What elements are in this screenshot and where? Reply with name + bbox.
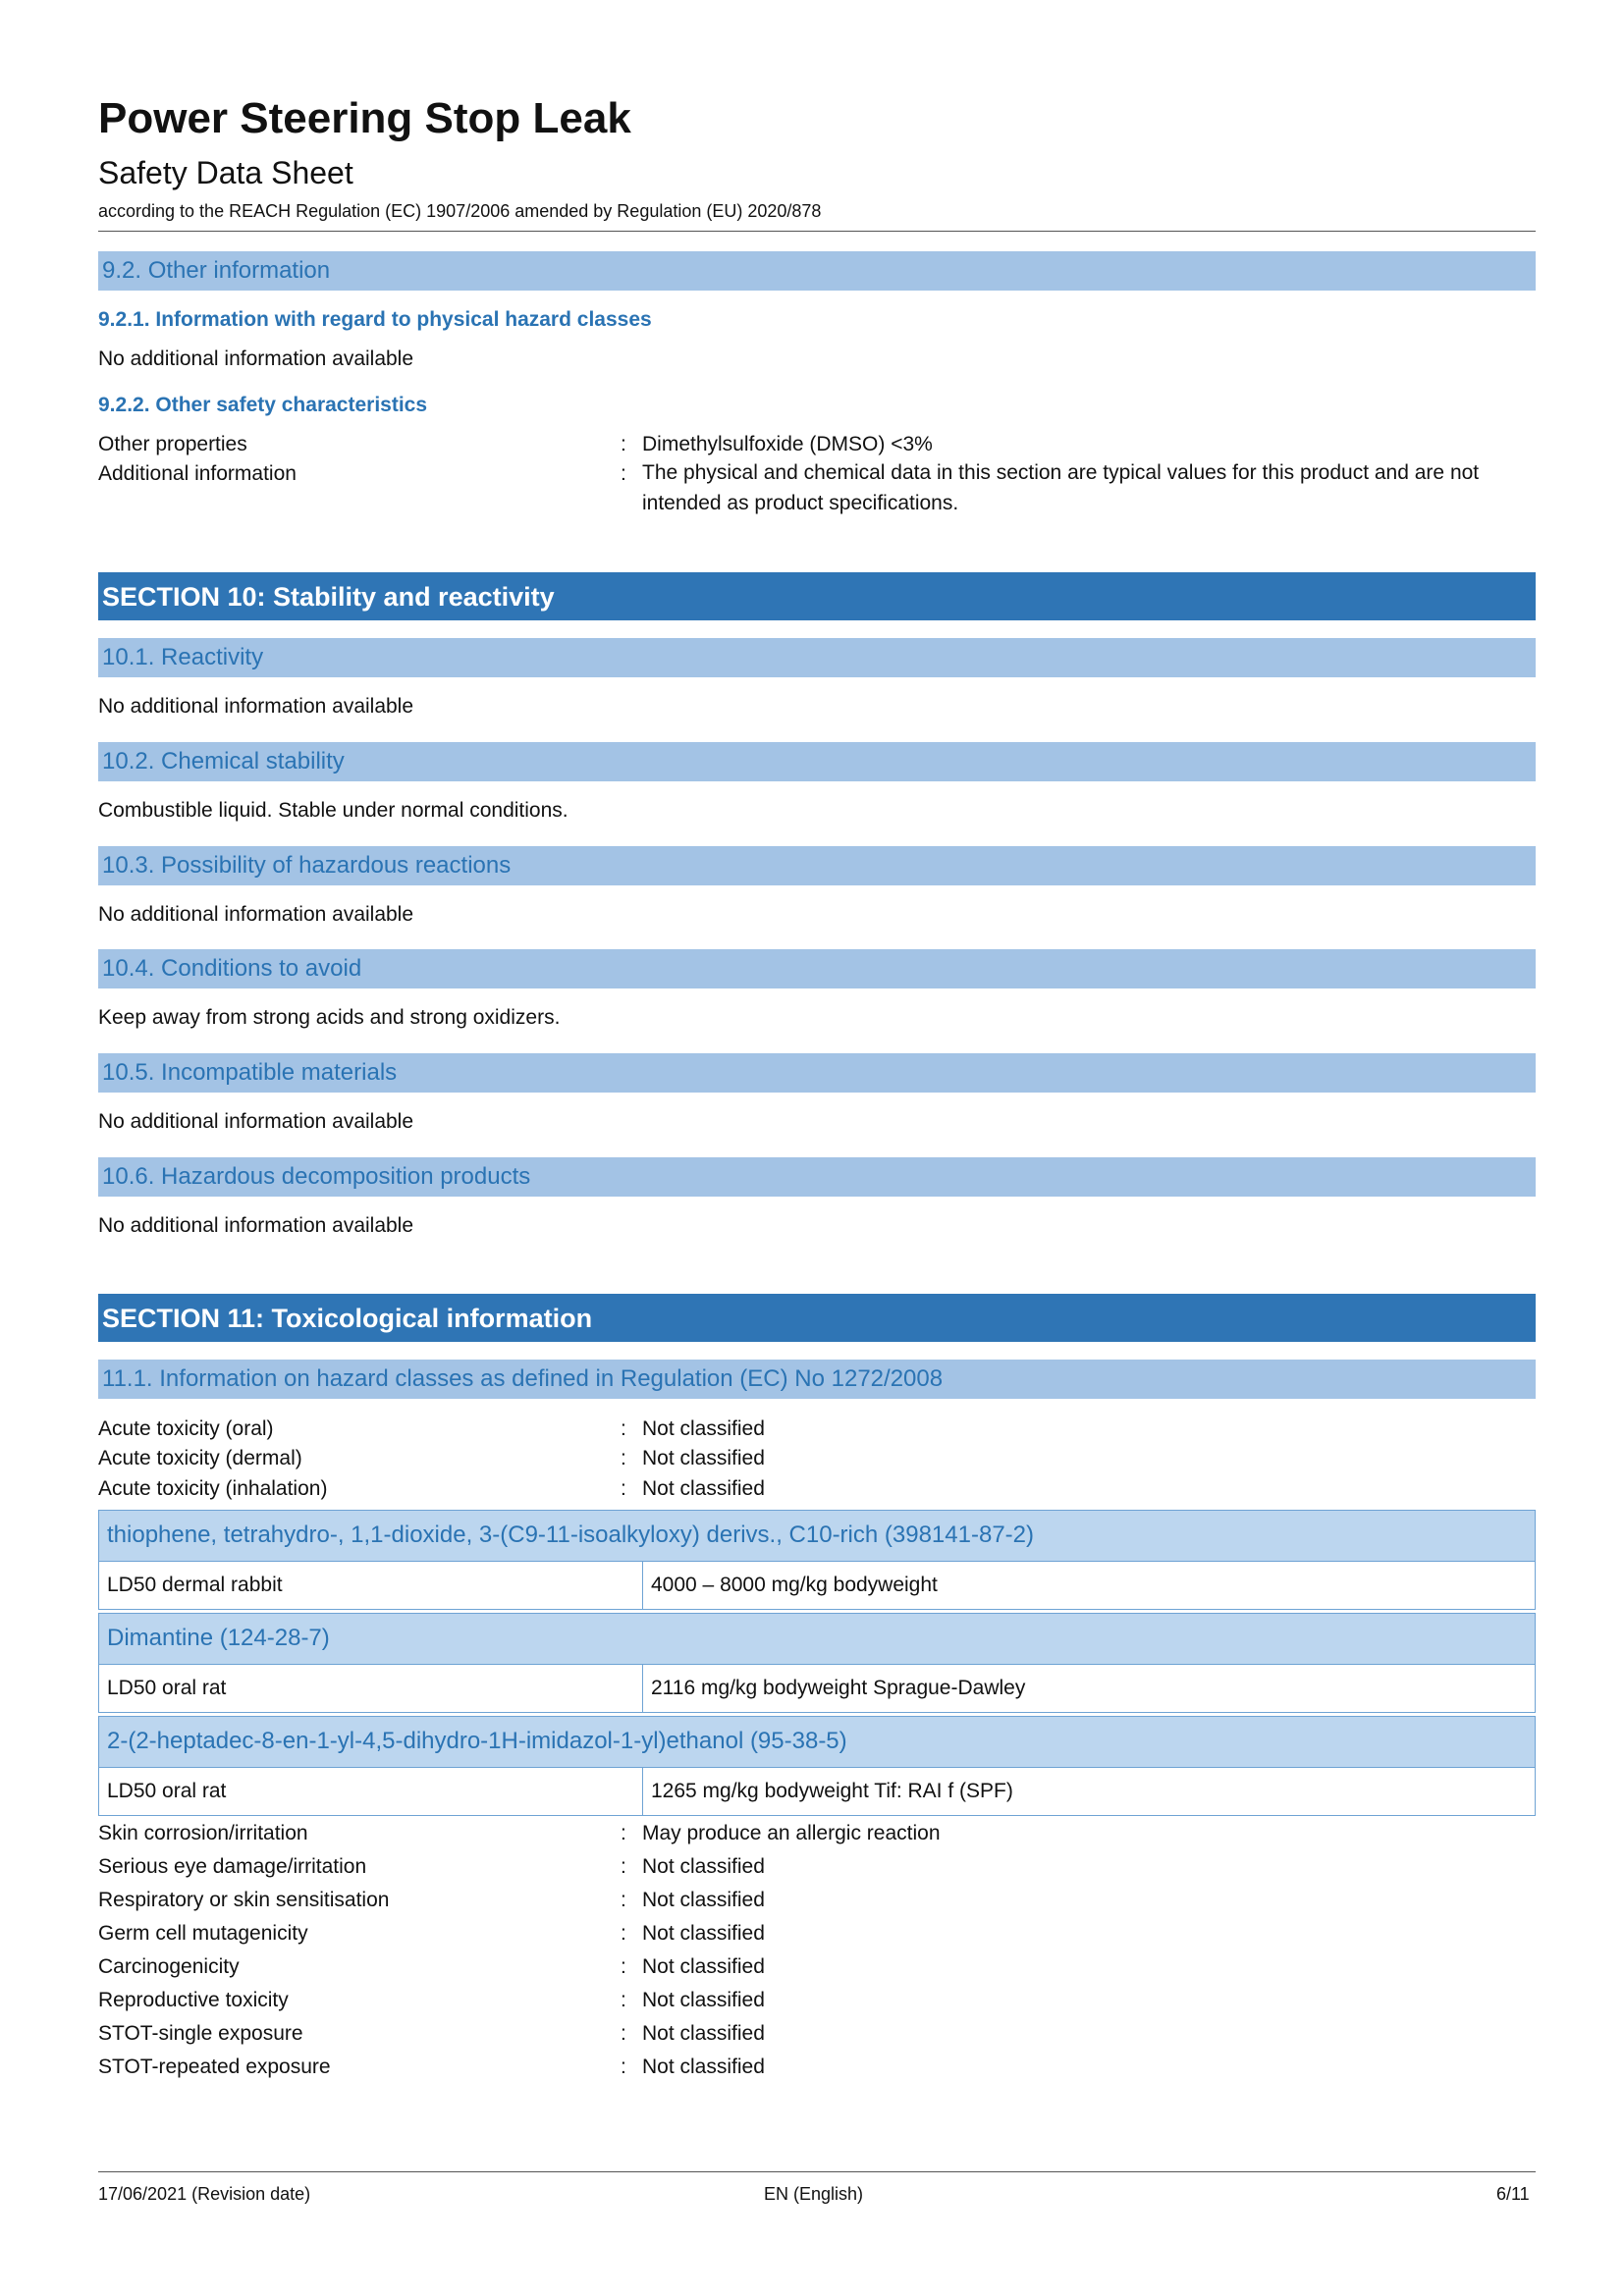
toxicity-label: Acute toxicity (inhalation) [98,1477,328,1500]
footer-divider [98,2171,1536,2172]
toxicity-label: Respiratory or skin sensitisation [98,1889,390,1911]
subsection-bar [98,742,1536,781]
section-11-heading: SECTION 11: Toxicological information [102,1304,593,1333]
substance-data-row [98,1561,1536,1610]
section-9-2-bar [98,251,1536,291]
language-label: EN (English) [764,2184,864,2204]
toxicity-value: Not classified [642,1989,765,2011]
property-label: Additional information [98,462,297,485]
header-divider [98,231,1536,232]
toxicity-value: Not classified [642,1417,765,1440]
revision-date: 17/06/2021 (Revision date) [98,2184,311,2204]
subsection-heading: 10.3. Possibility of hazardous reactions [102,852,512,879]
toxicity-value: Not classified [642,1447,765,1469]
substance-name: thiophene, tetrahydro-, 1,1-dioxide, 3-(C9-11-isoalkyloxy) derivs., C10-rich (398141-87-2) [107,1522,1034,1548]
subsection-heading: 10.5. Incompatible materials [102,1059,398,1086]
colon-separator: : [621,1855,626,1878]
toxicity-label: Acute toxicity (dermal) [98,1447,302,1469]
toxicity-value: Not classified [642,1922,765,1945]
subsection-11-1-bar [98,1360,1536,1399]
substance-header [98,1510,1536,1562]
toxicity-label: STOT-single exposure [98,2022,303,2045]
colon-separator: : [621,1447,626,1469]
colon-separator: : [621,433,626,455]
section-9-2-heading: 9.2. Other information [102,257,331,284]
colon-separator: : [621,1477,626,1500]
section-10-bar [98,572,1536,620]
toxicity-label: Serious eye damage/irritation [98,1855,367,1878]
subsection-heading: 10.1. Reactivity [102,644,264,670]
toxicity-value: May produce an allergic reaction [642,1822,941,1844]
subsection-text: No additional information available [98,695,414,718]
subsection-text: Keep away from strong acids and strong oxidizers. [98,1006,561,1029]
toxicity-value: Not classified [642,1855,765,1878]
property-label: Other properties [98,433,247,455]
regulation-note: according to the REACH Regulation (EC) 1907/2006 amended by Regulation (EU) 2020/878 [98,201,822,221]
substance-row-value: 2116 mg/kg bodyweight Sprague-Dawley [651,1677,1026,1699]
substance-data-row [98,1767,1536,1816]
subsection-text: No additional information available [98,903,414,926]
colon-separator: : [621,1417,626,1440]
property-value: Dimethylsulfoxide (DMSO) <3% [642,433,933,455]
toxicity-label: Reproductive toxicity [98,1989,289,2011]
toxicity-value: Not classified [642,1889,765,1911]
toxicity-value: Not classified [642,2022,765,2045]
section-11-bar [98,1294,1536,1342]
toxicity-value: Not classified [642,2056,765,2078]
colon-separator: : [621,1955,626,1978]
substance-row-label: LD50 dermal rabbit [107,1574,283,1596]
colon-separator: : [621,1889,626,1911]
toxicity-label: Skin corrosion/irritation [98,1822,308,1844]
document-subtitle: Safety Data Sheet [98,155,353,190]
substance-row-label: LD50 oral rat [107,1677,227,1699]
colon-separator: : [621,462,626,485]
substance-name: 2-(2-heptadec-8-en-1-yl-4,5-dihydro-1H-imidazol-1-yl)ethanol (95-38-5) [107,1728,847,1754]
colon-separator: : [621,2022,626,2045]
substance-row-value: 1265 mg/kg bodyweight Tif: RAI f (SPF) [651,1780,1013,1802]
subsection-9-2-1-text: No additional information available [98,347,414,370]
colon-separator: : [621,2056,626,2078]
substance-name: Dimantine (124-28-7) [107,1625,330,1651]
subsection-heading: 10.6. Hazardous decomposition products [102,1163,531,1190]
section-10-heading: SECTION 10: Stability and reactivity [102,582,555,612]
colon-separator: : [621,1822,626,1844]
cell-divider [642,1562,643,1609]
subsection-bar [98,1157,1536,1197]
toxicity-value: Not classified [642,1955,765,1978]
subsection-9-2-1-heading: 9.2.1. Information with regard to physical hazard classes [98,308,652,331]
cell-divider [642,1665,643,1712]
colon-separator: : [621,1989,626,2011]
subsection-bar [98,846,1536,885]
cell-divider [642,1768,643,1815]
page-number: 6/11 [1496,2184,1530,2204]
substance-row-value: 4000 – 8000 mg/kg bodyweight [651,1574,938,1596]
document-title: Power Steering Stop Leak [98,94,631,142]
subsection-bar [98,638,1536,677]
subsection-heading: 10.4. Conditions to avoid [102,955,362,982]
substance-header [98,1613,1536,1665]
toxicity-label: Carcinogenicity [98,1955,240,1978]
subsection-9-2-2-heading: 9.2.2. Other safety characteristics [98,394,428,416]
toxicity-value: Not classified [642,1477,765,1500]
subsection-text: Combustible liquid. Stable under normal conditions. [98,799,568,822]
subsection-text: No additional information available [98,1110,414,1133]
subsection-text: No additional information available [98,1214,414,1237]
colon-separator: : [621,1922,626,1945]
subsection-heading: 10.2. Chemical stability [102,748,345,774]
toxicity-label: Acute toxicity (oral) [98,1417,274,1440]
subsection-bar [98,1053,1536,1093]
property-value: The physical and chemical data in this section are typical values for this product and are not intended as product specifications. [642,461,1480,514]
toxicity-label: STOT-repeated exposure [98,2056,331,2078]
substance-row-label: LD50 oral rat [107,1780,227,1802]
subsection-11-1-heading: 11.1. Information on hazard classes as defined in Regulation (EC) No 1272/2008 [102,1365,944,1392]
subsection-bar [98,949,1536,988]
substance-data-row [98,1664,1536,1713]
substance-header [98,1716,1536,1768]
toxicity-label: Germ cell mutagenicity [98,1922,308,1945]
